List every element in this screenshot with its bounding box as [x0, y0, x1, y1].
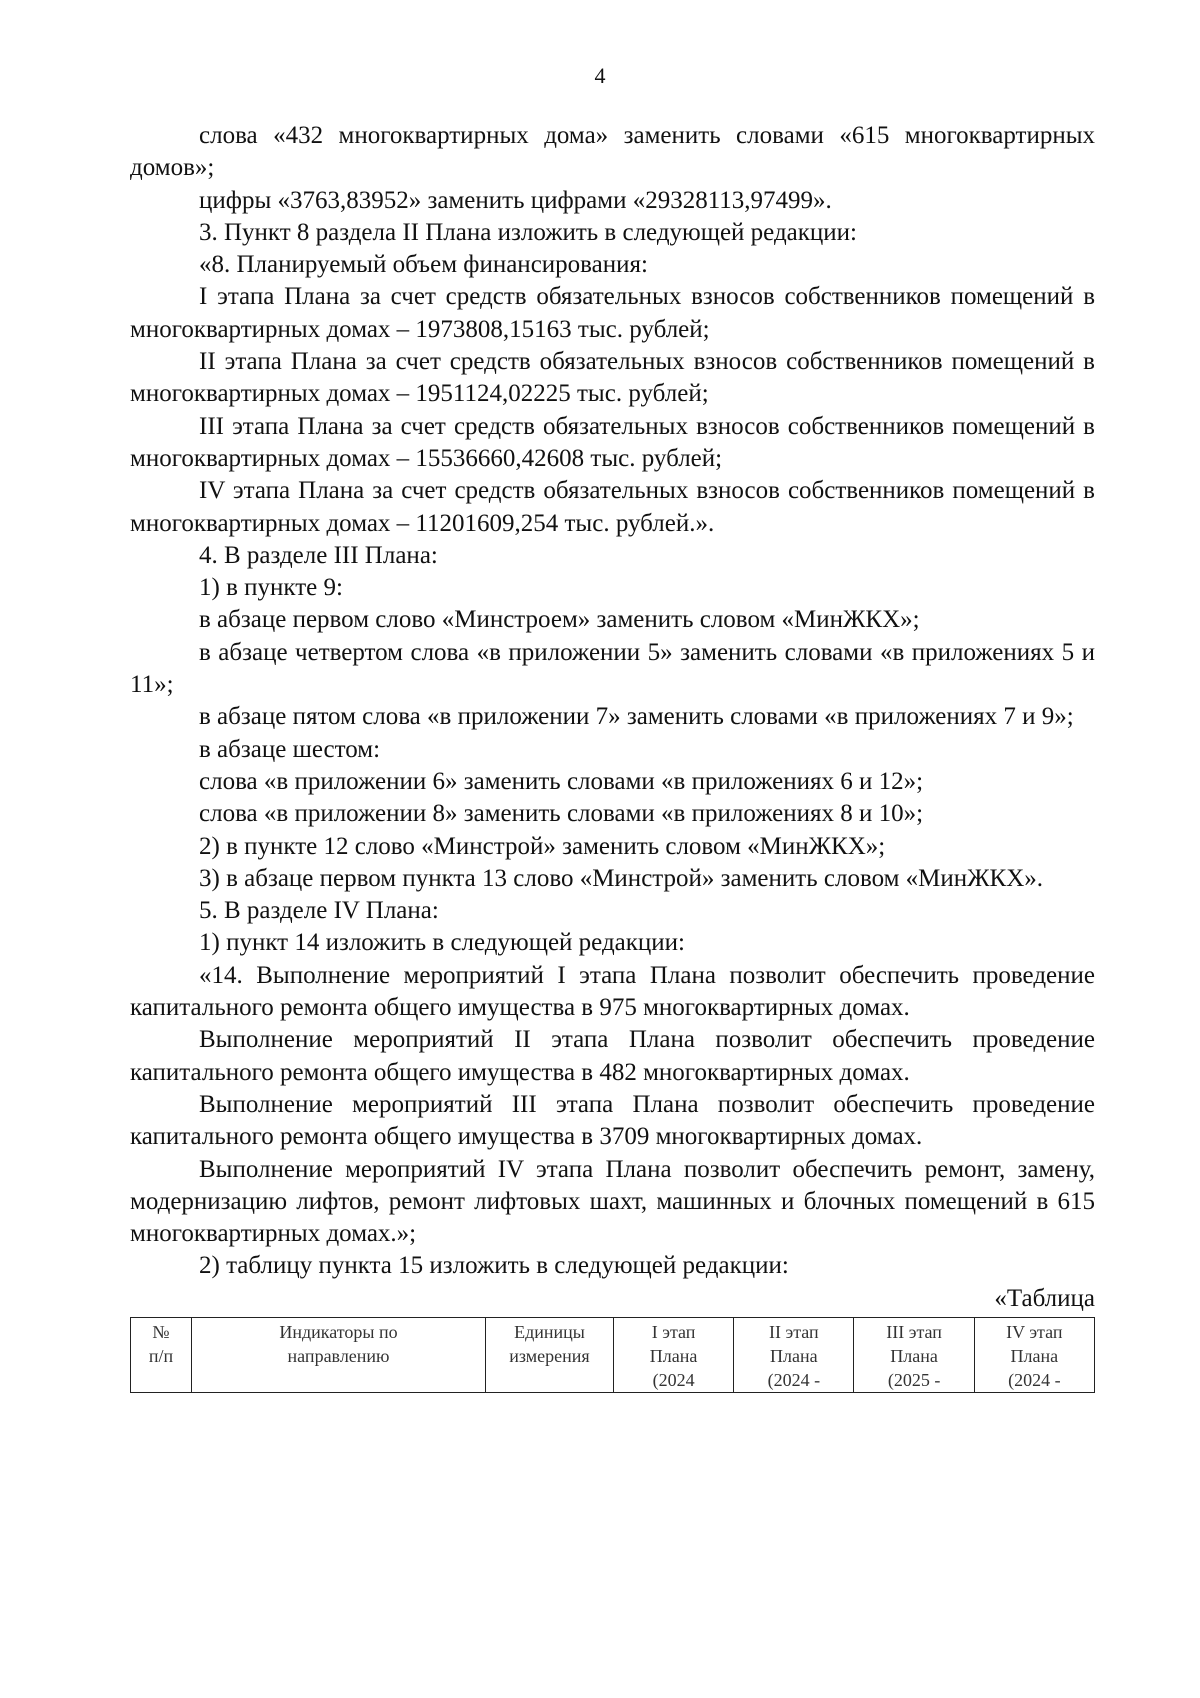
paragraph: 3. Пункт 8 раздела II Плана изложить в следующей редакции:	[199, 218, 857, 246]
header-cell-units	[486, 1317, 614, 1392]
header-line: (2025 -	[887, 1369, 941, 1390]
table-header-row	[131, 1317, 1095, 1392]
header-line: Индикаторы по	[279, 1321, 398, 1342]
header-line: Плана	[649, 1345, 698, 1366]
paragraph: 4. В разделе III Плана:	[199, 541, 438, 569]
header-line: Плана	[1010, 1345, 1059, 1366]
header-cell-stage-1	[613, 1317, 733, 1392]
header-line: I этап	[651, 1321, 696, 1342]
paragraph: в абзаце шестом:	[199, 735, 381, 763]
paragraph: в абзаце четвертом слова «в приложении 5» заменить словами «в приложениях 5 и 11»;	[130, 638, 1095, 699]
header-line: III этап	[886, 1321, 942, 1342]
header-line: направлению	[287, 1345, 390, 1366]
paragraph: 2) в пункте 12 слово «Минстрой» заменить словом «МинЖКХ»;	[199, 832, 886, 860]
paragraph: «14. Выполнение мероприятий I этапа Плана позволит обеспечить проведение капитального ремонта общего имущества в 975 многоквартирных домах.	[130, 961, 1095, 1022]
paragraph: Выполнение мероприятий II этапа Плана позволит обеспечить проведение капитального ремонта общего имущества в 482 многоквартирных домах.	[130, 1026, 1095, 1086]
header-cell-stage-2	[734, 1317, 854, 1392]
paragraph: слова «в приложении 6» заменить словами «в приложениях 6 и 12»;	[199, 767, 924, 795]
paragraph: III этапа Плана за счет средств обязательных взносов собственников помещений в многоквартирных домах – 15536660,42608 тыс. рублей;	[130, 412, 1095, 472]
header-cell-number	[131, 1317, 192, 1392]
paragraph: 1) пункт 14 изложить в следующей редакции:	[199, 929, 685, 957]
header-line: Плана	[770, 1345, 818, 1366]
header-line: Плана	[890, 1345, 938, 1366]
paragraph: в абзаце пятом слова «в приложении 7» заменить словами «в приложениях 7 и 9»;	[199, 703, 1074, 731]
header-cell-stage-3	[854, 1317, 974, 1392]
paragraph: 5. В разделе IV Плана:	[199, 897, 439, 925]
paragraph: IV этапа Плана за счет средств обязательных взносов собственников помещений в многоквартирных домах – 11201609,254 тыс. рублей.».	[130, 477, 1095, 537]
paragraph: II этапа Плана за счет средств обязательных взносов собственников помещений в многоквартирных домах – 1951124,02225 тыс. рублей;	[130, 348, 1095, 408]
paragraph: I этапа Плана за счет средств обязательных взносов собственников помещений в многоквартирных домах – 1973808,15163 тыс. рублей;	[130, 283, 1095, 343]
indicators-table	[130, 1317, 1095, 1393]
header-line: измерения	[509, 1345, 590, 1366]
paragraph: цифры «3763,83952» заменить цифрами «29328113,97499».	[199, 186, 832, 214]
document-body	[130, 120, 1095, 1393]
header-line: Единицы	[514, 1321, 585, 1342]
paragraph: в абзаце первом слово «Минстроем» заменить словом «МинЖКХ»;	[199, 606, 920, 634]
paragraph: слова «432 многоквартирных дома» заменить словами «615 многоквартирных домов»;	[130, 122, 1095, 182]
header-cell-indicators	[192, 1317, 486, 1392]
header-line: п/п	[148, 1345, 174, 1366]
page-number: 4	[594, 63, 606, 88]
header-line: (2024	[652, 1369, 695, 1390]
header-line: (2024 -	[1008, 1369, 1061, 1390]
paragraph: Выполнение мероприятий IV этапа Плана позволит обеспечить ремонт, замену, модернизацию лифтов, ремонт лифтовых шахт, машинных и блочных помещений в 615 многоквартирных домах.»;	[130, 1155, 1095, 1248]
paragraph-list	[130, 120, 1095, 1283]
paragraph: 3) в абзаце первом пункта 13 слово «Минстрой» заменить словом «МинЖКХ».	[199, 864, 1044, 892]
table-rule-cell	[131, 1392, 1095, 1393]
paragraph: 1) в пункте 9:	[199, 574, 343, 602]
header-line: IV этап	[1006, 1321, 1063, 1342]
paragraph: «8. Планируемый объем финансирования:	[199, 251, 648, 279]
paragraph: слова «в приложении 8» заменить словами «в приложениях 8 и 10»;	[199, 800, 924, 828]
header-line: №	[152, 1321, 170, 1342]
paragraph: Выполнение мероприятий III этапа Плана позволит обеспечить проведение капитального ремонта общего имущества в 3709 многоквартирных домах.	[130, 1090, 1095, 1151]
header-cell-stage-4	[974, 1317, 1094, 1392]
table-caption: «Таблица	[994, 1284, 1095, 1312]
header-line: (2024 -	[767, 1369, 821, 1390]
paragraph: 2) таблицу пункта 15 изложить в следующей редакции:	[199, 1252, 789, 1280]
header-line: II этап	[768, 1321, 819, 1342]
table-bottom-rule	[131, 1392, 1095, 1393]
